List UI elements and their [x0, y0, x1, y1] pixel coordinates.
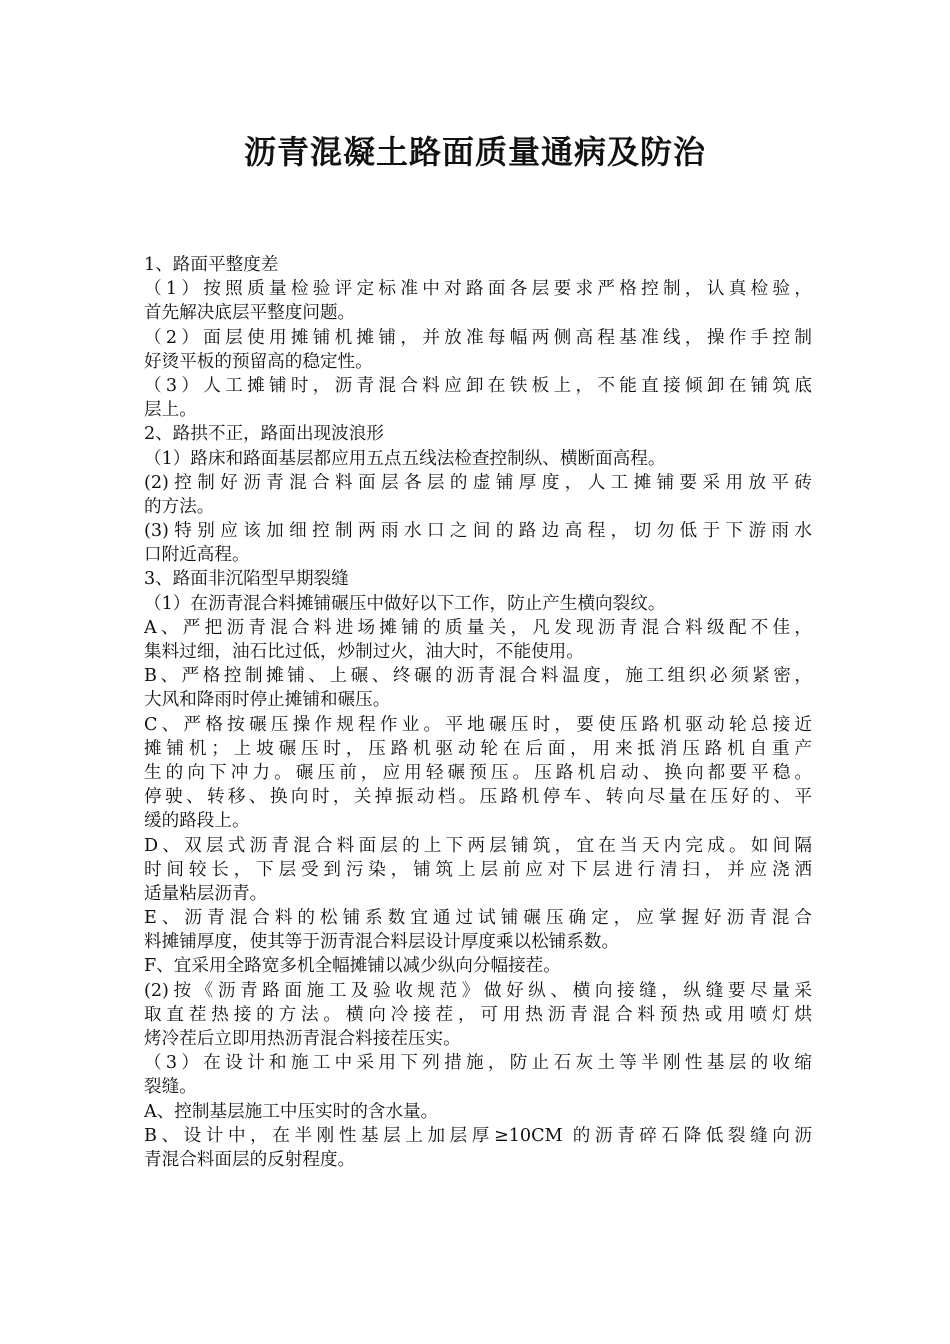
- text-line: （2）面层使用摊铺机摊铺，并放准每幅两侧高程基准线，操作手控制: [144, 327, 812, 348]
- document-body: [144, 253, 812, 1172]
- text-line: 青混合料面层的反射程度。: [144, 1149, 356, 1170]
- text-line: 停驶、转移、换向时，关掉振动档。压路机停车、转向尽量在压好的、平: [144, 787, 812, 808]
- text-line: 料摊铺厚度，使其等于沥青混合料层设计厚度乘以松铺系数。: [144, 932, 620, 953]
- text-line: A、严把沥青混合料进场摊铺的质量关，凡发现沥青混合料级配不佳，: [144, 617, 812, 638]
- text-line: 适量粘层沥青。: [144, 883, 268, 904]
- text-line: 裂缝。: [144, 1077, 197, 1098]
- text-line: 大风和降雨时停止摊铺和碾压。: [144, 690, 391, 711]
- text-line: 1、路面平整度差: [144, 255, 279, 275]
- text-line: F、宜采用全路宽多机全幅摊铺以减少纵向分幅接茬。: [144, 956, 561, 977]
- text-line: D、双层式沥青混合料面层的上下两层铺筑，宜在当天内完成。如间隔: [144, 835, 812, 856]
- text-line: (2)按《沥青路面施工及验收规范》做好纵、横向接缝，纵缝要尽量采: [144, 980, 812, 1001]
- text-line: 集料过细，油石比过低，炒制过火，油大时，不能使用。: [144, 642, 584, 662]
- text-line: 3、路面非沉陷型早期裂缝: [144, 569, 349, 590]
- text-line: 2、路拱不正，路面出现波浪形: [144, 424, 384, 445]
- text-line: 生的向下冲力。碾压前，应用轻碾预压。压路机启动、换向都要平稳。: [144, 762, 812, 783]
- document-title: 沥青混凝土路面质量通病及防治: [243, 133, 706, 171]
- text-line: 时间较长，下层受到污染，铺筑上层前应对下层进行清扫，并应浇洒: [144, 859, 812, 880]
- text-line: （3）人工摊铺时，沥青混合料应卸在铁板上，不能直接倾卸在铺筑底: [144, 375, 812, 396]
- text-line: 的方法。: [144, 496, 215, 517]
- text-line: （1）按照质量检验评定标准中对路面各层要求严格控制，认真检验，: [144, 279, 812, 300]
- text-line: 好烫平板的预留高的稳定性。: [144, 351, 373, 372]
- text-line: 取直茬热接的方法。横向冷接茬，可用热沥青混合料预热或用喷灯烘: [144, 1004, 812, 1025]
- text-line: B、严格控制摊铺、上碾、终碾的沥青混合料温度，施工组织必须紧密，: [144, 666, 812, 687]
- text-line: 缓的路段上。: [144, 811, 250, 832]
- text-line: (2)控制好沥青混合料面层各层的虚铺厚度，人工摊铺要采用放平砖: [144, 472, 812, 493]
- text-line: 口附近高程。: [144, 545, 250, 566]
- text-line: （3）在设计和施工中采用下列措施，防止石灰土等半刚性基层的收缩: [144, 1053, 812, 1074]
- text-line: C、严格按碾压操作规程作业。平地碾压时，要使压路机驱动轮总接近: [144, 714, 812, 735]
- text-line: 摊铺机；上坡碾压时，压路机驱动轮在后面，用来抵消压路机自重产: [144, 738, 812, 759]
- text-line: 烤冷茬后立即用热沥青混合料接茬压实。: [144, 1029, 461, 1049]
- text-line: B、设计中，在半刚性基层上加层厚≥10CM 的沥青碎石降低裂缝向沥: [144, 1125, 812, 1146]
- text-line: （1）在沥青混合料摊铺碾压中做好以下工作，防止产生横向裂纹。: [144, 593, 666, 614]
- text-line: (3)特别应该加细控制两雨水口之间的路边高程，切勿低于下游雨水: [144, 521, 812, 542]
- text-line: 层上。: [144, 400, 197, 421]
- text-line: （1）路床和路面基层都应用五点五线法检查控制纵、横断面高程。: [144, 448, 666, 469]
- text-line: A、控制基层施工中压实时的含水量。: [144, 1101, 439, 1122]
- text-line: 首先解决底层平整度问题。: [144, 303, 356, 324]
- text-line: E、沥青混合料的松铺系数宜通过试铺碾压确定，应掌握好沥青混合: [144, 908, 812, 929]
